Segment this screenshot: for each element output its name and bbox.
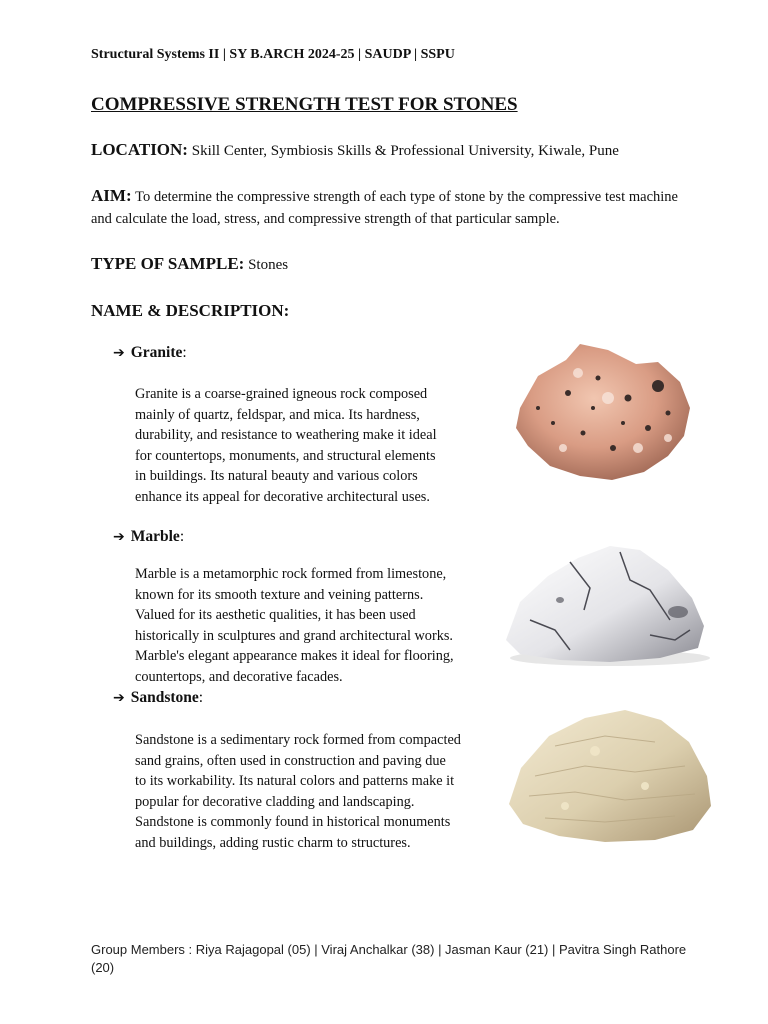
description-line: in buildings. Its natural beauty and various colors [135, 468, 418, 484]
location-line [91, 140, 619, 160]
stone-title-granite [113, 344, 187, 362]
page-header: Structural Systems II | SY B.ARCH 2024-25 | SAUDP | SSPU [91, 47, 455, 62]
description-line: popular for decorative cladding and landscaping. [135, 793, 415, 810]
stone-description-marble [135, 564, 454, 687]
stone-name: Marble [130, 528, 180, 545]
stone-name: Sandstone [130, 689, 199, 706]
description-line: enhance its appeal for decorative architectural uses. [135, 488, 430, 505]
page-title: COMPRESSIVE STRENGTH TEST FOR STONES [91, 94, 518, 115]
stone-title-marble [113, 528, 184, 546]
arrow-icon: ➔ [113, 690, 125, 706]
colon: : [179, 528, 185, 545]
location-label: LOCATION: [91, 140, 188, 159]
description-line: Marble's elegant appearance makes it ideal for flooring, [135, 648, 454, 664]
sandstone-rock-icon [505, 706, 715, 846]
section-heading: NAME & DESCRIPTION: [91, 301, 290, 320]
description-line: for countertops, monuments, and structural elements [135, 447, 436, 464]
description-line: to its workability. Its natural colors and patterns make it [135, 773, 455, 789]
description-line: Sandstone is commonly found in historical monuments [135, 814, 451, 830]
description-line: Granite is a coarse-grained igneous rock composed [135, 386, 428, 402]
stone-name: Granite [130, 344, 183, 361]
group-members-footer: Group Members : Riya Rajagopal (05) | Viraj Anchalkar (38) | Jasman Kaur (21) | Pavitra Singh Rathore (20) [91, 942, 687, 975]
aim-value: To determine the compressive strength of each type of stone by the compressive test machine and calculate the load, stress, and compressive strength of that particular sample. [91, 189, 678, 227]
description-line: countertops, and decorative facades. [135, 668, 343, 685]
stone-title-sandstone [113, 689, 203, 707]
description-line: sand grains, often used in construction and paving due [135, 752, 446, 769]
description-line: durability, and resistance to weathering make it ideal [135, 427, 437, 443]
aim-label: AIM: [91, 186, 132, 205]
colon: : [182, 344, 187, 361]
sample-label: TYPE OF SAMPLE: [91, 254, 245, 273]
location-value: Skill Center, Symbiosis Skills & Professional University, Kiwale, Pune [191, 143, 619, 159]
description-line: historically in sculptures and grand architectural works. [135, 627, 454, 644]
colon: : [198, 689, 204, 706]
description-line: Valued for its aesthetic qualities, it has been used [135, 607, 416, 623]
stone-description-sandstone [135, 730, 461, 853]
description-line: known for its smooth texture and veining patterns. [135, 586, 424, 603]
description-line: and buildings, adding rustic charm to structures. [135, 834, 411, 851]
description-line: mainly of quartz, feldspar, and mica. Its hardness, [135, 406, 420, 423]
sample-value: Stones [248, 257, 289, 273]
sample-line [91, 254, 288, 274]
description-line: Sandstone is a sedimentary rock formed from compacted [135, 732, 461, 748]
stone-description-granite [135, 384, 437, 507]
marble-rock-icon [500, 540, 710, 670]
aim-paragraph [91, 185, 678, 230]
arrow-icon: ➔ [113, 529, 125, 545]
granite-rock-icon [508, 338, 698, 488]
arrow-icon: ➔ [113, 345, 125, 361]
description-line: Marble is a metamorphic rock formed from limestone, [135, 566, 447, 582]
